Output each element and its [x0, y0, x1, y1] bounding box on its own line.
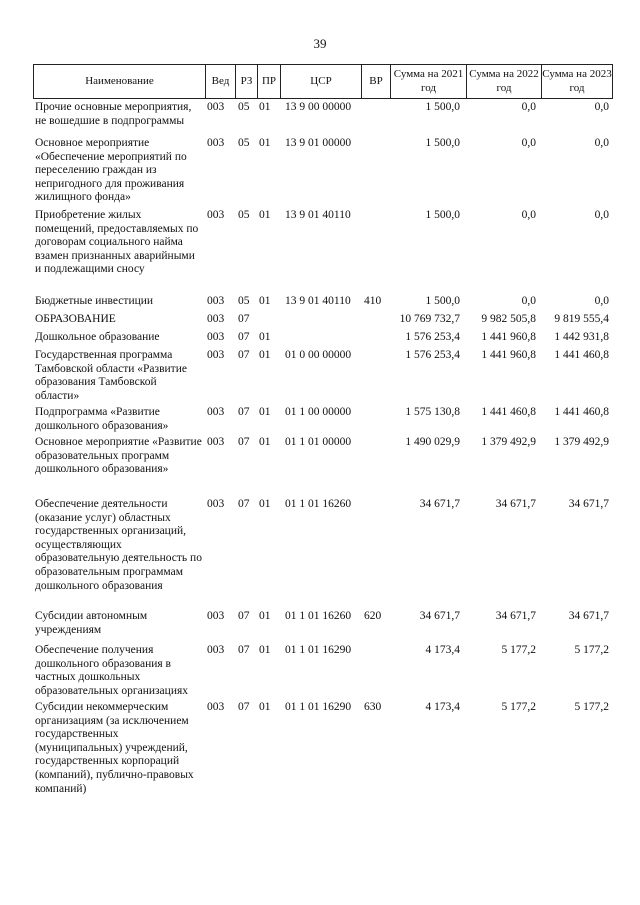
- row-pr: 01: [259, 610, 271, 622]
- row-sum-2021: 4 173,4: [425, 644, 460, 656]
- row-ved: 003: [207, 701, 225, 713]
- row-vr: 410: [364, 295, 382, 307]
- row-sum-2021: 1 576 253,4: [405, 349, 460, 361]
- row-ved: 003: [207, 406, 225, 418]
- row-sum-2022: 1 379 492,9: [481, 436, 536, 448]
- row-ved: 003: [207, 436, 225, 448]
- row-csr: 13 9 01 40110: [285, 295, 351, 307]
- row-name: Основное мероприятие «Развитие образовательных программ дошкольного образования»: [35, 436, 202, 476]
- table-header: [33, 64, 613, 99]
- row-sum-2021: 4 173,4: [425, 701, 460, 713]
- row-sum-2023: 0,0: [594, 137, 609, 149]
- row-pr: 01: [259, 295, 271, 307]
- row-pr: 01: [259, 701, 271, 713]
- header-sum-2021: Сумма на 2021 год: [390, 65, 466, 98]
- row-sum-2021: 1 575 130,8: [405, 406, 460, 418]
- row-csr: 01 1 01 16290: [285, 701, 352, 713]
- row-vr: 620: [364, 610, 382, 622]
- row-pr: 01: [259, 349, 271, 361]
- row-pr: 01: [259, 137, 271, 149]
- header-ved: Вед: [205, 65, 235, 98]
- row-sum-2022: 34 671,7: [495, 498, 536, 510]
- row-name: Подпрограмма «Развитие дошкольного образования»: [35, 406, 169, 432]
- row-sum-2021: 1 500,0: [425, 101, 460, 113]
- row-sum-2023: 1 441 460,8: [554, 406, 609, 418]
- row-sum-2023: 1 379 492,9: [554, 436, 609, 448]
- row-sum-2023: 0,0: [594, 209, 609, 221]
- row-rz: 05: [238, 137, 250, 149]
- row-rz: 07: [238, 406, 250, 418]
- row-sum-2022: 9 982 505,8: [481, 313, 536, 325]
- row-name: Основное мероприятие «Обеспечение мероприятий по переселению граждан из непригодного для проживания жилищного фонда»: [35, 137, 187, 204]
- row-sum-2023: 5 177,2: [574, 701, 609, 713]
- row-csr: 01 1 01 16290: [285, 644, 352, 656]
- row-name: Обеспечение деятельности (оказание услуг) областных государственных организаций, осуществляющих образовательную деятельность по образовательным программам дошкольного образования: [35, 498, 202, 592]
- row-rz: 07: [238, 349, 250, 361]
- row-csr: 13 9 00 00000: [285, 101, 352, 113]
- row-sum-2021: 1 576 253,4: [405, 331, 460, 343]
- row-sum-2021: 34 671,7: [419, 498, 460, 510]
- row-sum-2022: 0,0: [521, 209, 536, 221]
- row-rz: 07: [238, 610, 250, 622]
- row-sum-2023: 5 177,2: [574, 644, 609, 656]
- header-vr: ВР: [361, 65, 390, 98]
- row-pr: 01: [259, 644, 271, 656]
- row-ved: 003: [207, 101, 225, 113]
- row-ved: 003: [207, 137, 225, 149]
- row-sum-2023: 34 671,7: [568, 610, 609, 622]
- header-name: Наименование: [85, 74, 154, 87]
- row-name: Государственная программа Тамбовской области «Развитие образования Тамбовской области»: [35, 349, 187, 402]
- row-name: Обеспечение получения дошкольного образования в частных дошкольных образовательных организациях: [35, 644, 189, 697]
- row-sum-2022: 0,0: [521, 295, 536, 307]
- row-ved: 003: [207, 498, 225, 510]
- row-rz: 05: [238, 101, 250, 113]
- row-ved: 003: [207, 349, 225, 361]
- row-ved: 003: [207, 209, 225, 221]
- row-name: ОБРАЗОВАНИЕ: [35, 313, 116, 325]
- row-rz: 07: [238, 436, 250, 448]
- row-sum-2023: 1 441 460,8: [554, 349, 609, 361]
- row-sum-2023: 0,0: [594, 295, 609, 307]
- row-sum-2023: 1 442 931,8: [554, 331, 609, 343]
- row-rz: 07: [238, 313, 250, 325]
- row-csr: 01 1 01 16260: [285, 498, 352, 510]
- row-pr: 01: [259, 498, 271, 510]
- row-csr: 01 1 00 00000: [285, 406, 352, 418]
- row-rz: 05: [238, 295, 250, 307]
- header-csr: ЦСР: [280, 65, 361, 98]
- row-pr: 01: [259, 101, 271, 113]
- row-name: Субсидии автономным учреждениям: [35, 610, 148, 636]
- row-sum-2022: 34 671,7: [495, 610, 536, 622]
- row-rz: 05: [238, 209, 250, 221]
- row-pr: 01: [259, 406, 271, 418]
- row-rz: 07: [238, 331, 250, 343]
- row-csr: 13 9 01 00000: [285, 137, 352, 149]
- row-csr: 13 9 01 40110: [285, 209, 351, 221]
- row-csr: 01 1 01 00000: [285, 436, 352, 448]
- row-rz: 07: [238, 498, 250, 510]
- row-sum-2023: 9 819 555,4: [554, 313, 609, 325]
- row-ved: 003: [207, 295, 225, 307]
- row-rz: 07: [238, 644, 250, 656]
- row-rz: 07: [238, 701, 250, 713]
- row-ved: 003: [207, 331, 225, 343]
- row-csr: 01 0 00 00000: [285, 349, 352, 361]
- header-rz: РЗ: [235, 65, 257, 98]
- row-ved: 003: [207, 610, 225, 622]
- row-pr: 01: [259, 436, 271, 448]
- row-name: Дошкольное образование: [35, 331, 160, 343]
- row-name: Бюджетные инвестиции: [35, 295, 154, 307]
- row-csr: 01 1 01 16260: [285, 610, 352, 622]
- row-name: Приобретение жилых помещений, предоставляемых по договорам социального найма взамен признанных аварийными и подлежащими сносу: [35, 209, 199, 276]
- row-sum-2022: 1 441 960,8: [481, 331, 536, 343]
- row-pr: 01: [259, 331, 271, 343]
- row-sum-2023: 34 671,7: [568, 498, 609, 510]
- row-ved: 003: [207, 644, 225, 656]
- header-sum-2023: Сумма на 2023 год: [541, 65, 612, 98]
- row-sum-2022: 1 441 460,8: [481, 406, 536, 418]
- header-pr: ПР: [257, 65, 280, 98]
- row-sum-2021: 34 671,7: [419, 610, 460, 622]
- row-sum-2022: 5 177,2: [501, 644, 536, 656]
- header-sum-2022: Сумма на 2022 год: [466, 65, 541, 98]
- row-pr: 01: [259, 209, 271, 221]
- row-sum-2022: 0,0: [521, 137, 536, 149]
- row-sum-2023: 0,0: [594, 101, 609, 113]
- row-sum-2021: 1 500,0: [425, 295, 460, 307]
- row-sum-2021: 1 490 029,9: [405, 436, 460, 448]
- row-name: Субсидии некоммерческим организациям (за исключением государственных (муниципальных) учреждений, государственных корпораций (компаний), публично-правовых компаний): [35, 701, 194, 795]
- row-sum-2021: 1 500,0: [425, 137, 460, 149]
- row-sum-2021: 10 769 732,7: [399, 313, 460, 325]
- row-sum-2022: 1 441 960,8: [481, 349, 536, 361]
- row-ved: 003: [207, 313, 225, 325]
- row-sum-2022: 5 177,2: [501, 701, 536, 713]
- row-vr: 630: [364, 701, 382, 713]
- row-sum-2021: 1 500,0: [425, 209, 460, 221]
- page-number: 39: [313, 36, 327, 51]
- row-sum-2022: 0,0: [521, 101, 536, 113]
- row-name: Прочие основные мероприятия, не вошедшие в подпрограммы: [35, 101, 192, 127]
